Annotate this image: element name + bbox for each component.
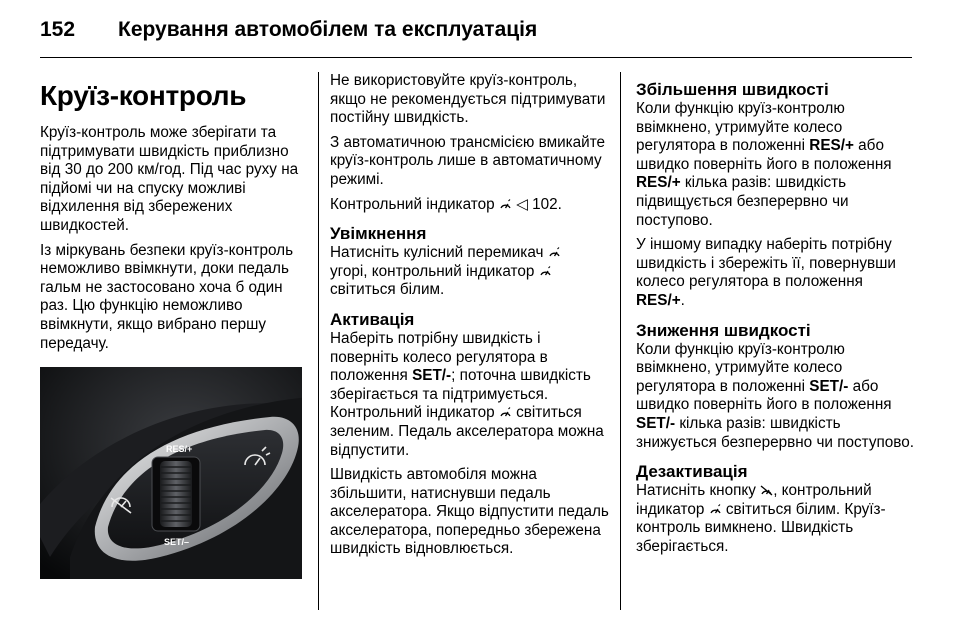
chapter-title: Керування автомобілем та експлуатація: [118, 18, 538, 41]
column-divider-2: [620, 72, 621, 610]
page-number: 152: [40, 18, 76, 41]
heading-activation: Активація: [330, 309, 415, 329]
switch-on-paragraph: Натисніть кулісний перемикач угорі, контрольний індикатор світиться білим.: [330, 244, 610, 300]
cruise-off-icon: [760, 484, 773, 497]
page-ref-arrow-icon: ◁: [516, 195, 528, 213]
set-minus-label: SET/–: [164, 537, 190, 548]
safety-paragraph: Із міркувань безпеки круїз-контроль неможливо ввімкнути, доки педаль гальм не застосовано хоча б один раз. Цю функцію неможливо ввімкнути, якщо вибрано першу передачу.: [40, 241, 294, 352]
cruise-control-icon: [499, 198, 512, 211]
intro-paragraph: Круїз-контроль може зберігати та підтримувати швидкість приблизно від 30 до 200 км/год. Під час руху на підйомі чи на спуску можливі відхилення від збережених швидкостей.: [40, 124, 299, 234]
steering-wheel-controls-image: [40, 367, 302, 579]
res-plus-label: RES/+: [166, 444, 193, 455]
column-3: [636, 72, 916, 562]
steering-wheel-illustration: [40, 367, 302, 579]
cruise-control-icon: [709, 503, 722, 516]
heading-increase-speed: Збільшення швидкості: [636, 80, 829, 99]
heading-deactivation: Дезактивація: [636, 462, 748, 482]
heading-switch-on: Увімкнення: [330, 224, 427, 244]
increase-paragraph-2: У іншому випадку наберіть потрібну швидкість і збережіть її, повернувши колесо регулятора в положення RES/+.: [636, 236, 896, 309]
heading-decrease-speed: Зниження швидкості: [636, 320, 811, 340]
header-divider: [40, 57, 912, 58]
increase-speed-paragraph: Швидкість автомобіля можна збільшити, натиснувши педаль акселератора. Якщо відпустити педаль акселератора, попередньо збережена швидкість відновлюється.: [330, 466, 609, 558]
column-divider-1: [318, 72, 319, 610]
cruise-control-icon: [499, 406, 512, 419]
column-2: [330, 72, 610, 565]
section-title: Круїз-контроль: [40, 80, 247, 111]
deactivation-paragraph: Натисніть кнопку , контрольний індикатор світиться білим. Круїз-контроль вимкнено. Швидкість зберігається.: [636, 482, 886, 555]
cruise-control-icon: [548, 246, 561, 259]
usage-warning: Не використовуйте круїз-контроль, якщо не рекомендується підтримувати постійну швидкість.: [330, 72, 606, 127]
column-1: [40, 72, 302, 579]
decrease-paragraph: Коли функцію круїз-контролю ввімкнено, утримуйте колесо регулятора в положенні SET/- або швидко поверніть його в положення SET/- кілька разів: швидкість знижується безперервно чи поступово.: [636, 340, 914, 451]
automatic-transmission-note: З автоматичною трансмісією вмикайте круїз-контроль лише в автоматичному режимі.: [330, 133, 606, 188]
page-header: [40, 18, 920, 62]
increase-paragraph-1: Коли функцію круїз-контролю ввімкнено, утримуйте колесо регулятора в положенні RES/+ або швидко поверніть його в положення RES/+ кілька разів: швидкість підвищується безперервно чи поступово.: [636, 100, 892, 229]
activation-paragraph: Наберіть потрібну швидкість і поверніть колесо регулятора в положення SET/-; поточна швидкість зберігається та підтримується. Контрольний індикатор світиться зеленим. Педаль акселератора можна відпустити.: [330, 329, 604, 459]
cruise-control-icon: [539, 265, 552, 278]
set-minus-term: SET/-: [412, 367, 452, 385]
indicator-reference: Контрольний індикатор ◁ 102.: [330, 195, 562, 213]
